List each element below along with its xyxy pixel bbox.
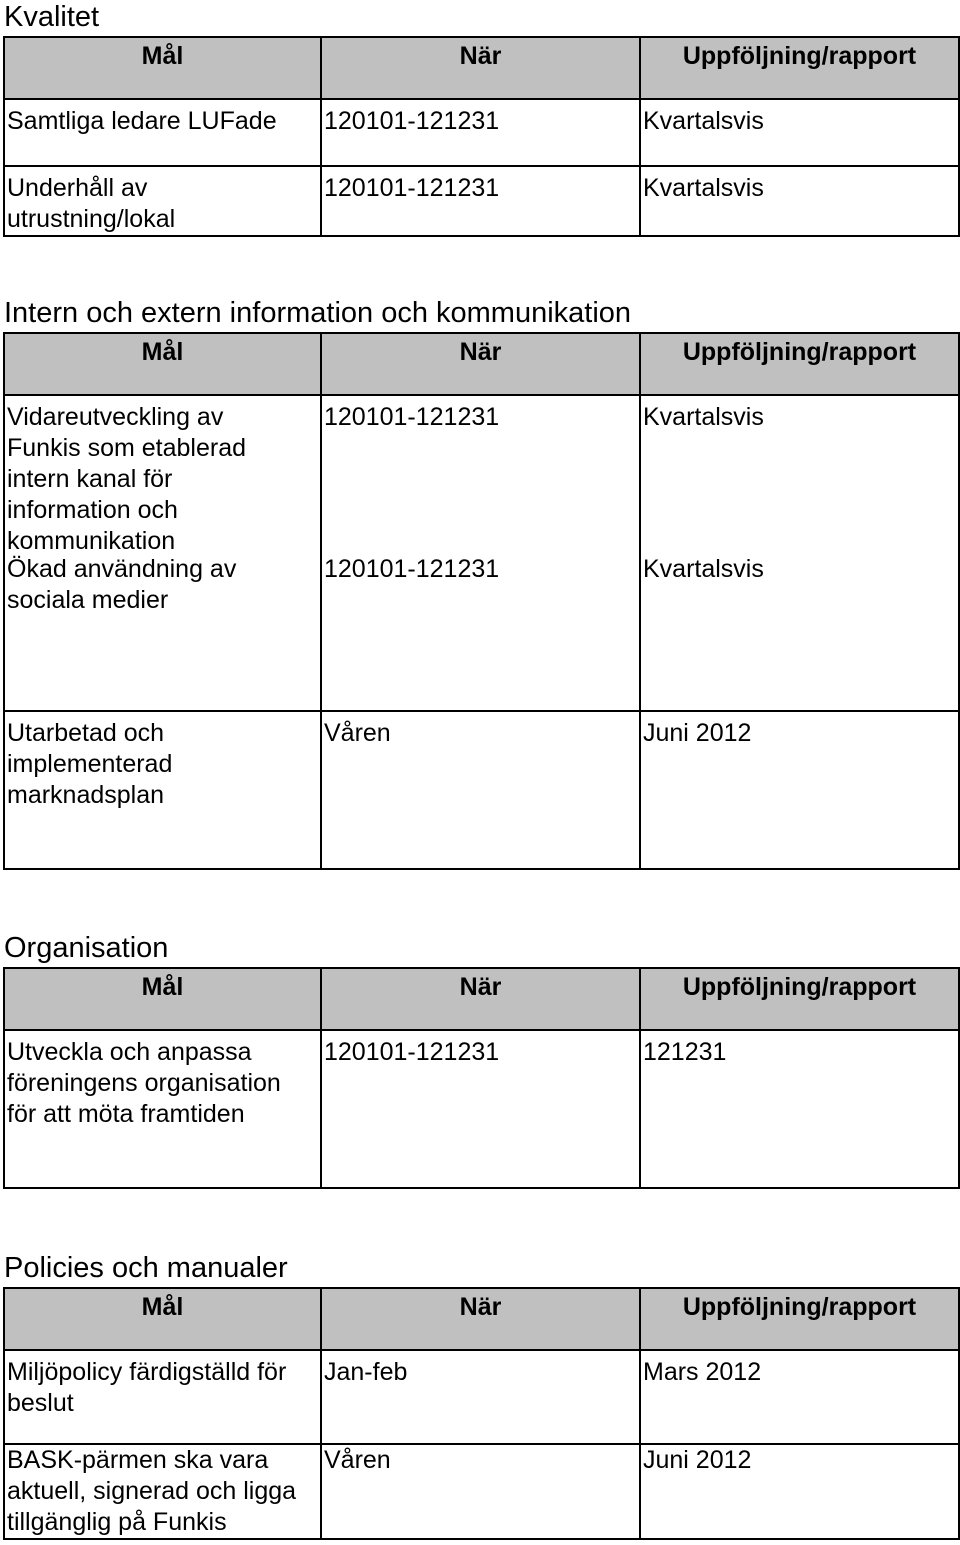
- header-followup: Uppföljning/rapport: [640, 968, 959, 1030]
- table-row: [4, 1350, 959, 1444]
- table-row: [4, 711, 959, 869]
- when-cell: Våren: [321, 1444, 640, 1539]
- section-title-kvalitet: Kvalitet: [4, 1, 100, 33]
- section-title-policies: Policies och manualer: [4, 1252, 288, 1284]
- goal-text: Vidareutveckling av Funkis som etablerad intern kanal för information och kommunikation: [7, 403, 247, 555]
- goal-cell: Samtliga ledare LUFade: [4, 99, 321, 166]
- section-title-organisation: Organisation: [4, 932, 169, 964]
- when-text: 120101-121231: [324, 555, 500, 583]
- when-cell: 120101-121231: [321, 99, 640, 166]
- followup-cell: Kvartalsvis: [640, 99, 959, 166]
- header-when: När: [321, 37, 640, 99]
- followup-cell: 121231: [640, 1030, 959, 1188]
- header-goal: Mål: [4, 333, 321, 395]
- header-row: [4, 968, 959, 1030]
- table-organisation: [3, 967, 960, 1189]
- table-row: [4, 99, 959, 166]
- goal-cell: Utarbetad och implementerad marknadsplan: [4, 711, 321, 869]
- table-information: [3, 332, 960, 870]
- table-row: [4, 395, 959, 711]
- followup-cell: [640, 395, 959, 711]
- when-text: 120101-121231: [324, 403, 500, 431]
- followup-text: Kvartalsvis: [643, 555, 764, 583]
- table-kvalitet: [3, 36, 960, 237]
- followup-cell: Kvartalsvis: [640, 166, 959, 236]
- goal-cell: Utveckla och anpassa föreningens organisation för att möta framtiden: [4, 1030, 321, 1188]
- table-row: [4, 1030, 959, 1188]
- goal-text: Ökad användning av sociala medier: [7, 555, 237, 614]
- header-when: När: [321, 968, 640, 1030]
- followup-cell: Mars 2012: [640, 1350, 959, 1444]
- header-goal: Mål: [4, 37, 321, 99]
- goal-cell: Miljöpolicy färdigställd för beslut: [4, 1350, 321, 1444]
- followup-text: Kvartalsvis: [643, 403, 764, 431]
- header-followup: Uppföljning/rapport: [640, 1288, 959, 1350]
- table-row: [4, 1444, 959, 1539]
- goal-cell: [4, 395, 321, 711]
- when-cell: [321, 395, 640, 711]
- header-followup: Uppföljning/rapport: [640, 333, 959, 395]
- header-goal: Mål: [4, 1288, 321, 1350]
- header-when: När: [321, 1288, 640, 1350]
- header-row: [4, 333, 959, 395]
- header-row: [4, 1288, 959, 1350]
- followup-cell: Juni 2012: [640, 1444, 959, 1539]
- when-cell: Jan-feb: [321, 1350, 640, 1444]
- table-row: [4, 166, 959, 236]
- header-followup: Uppföljning/rapport: [640, 37, 959, 99]
- when-cell: 120101-121231: [321, 1030, 640, 1188]
- goal-cell: Underhåll av utrustning/lokal: [4, 166, 321, 236]
- followup-cell: Juni 2012: [640, 711, 959, 869]
- header-goal: Mål: [4, 968, 321, 1030]
- header-when: När: [321, 333, 640, 395]
- header-row: [4, 37, 959, 99]
- section-title-information: Intern och extern information och kommunikation: [4, 297, 632, 329]
- table-policies: [3, 1287, 960, 1540]
- goal-cell: BASK-pärmen ska vara aktuell, signerad och ligga tillgänglig på Funkis: [4, 1444, 321, 1539]
- when-cell: 120101-121231: [321, 166, 640, 236]
- when-cell: Våren: [321, 711, 640, 869]
